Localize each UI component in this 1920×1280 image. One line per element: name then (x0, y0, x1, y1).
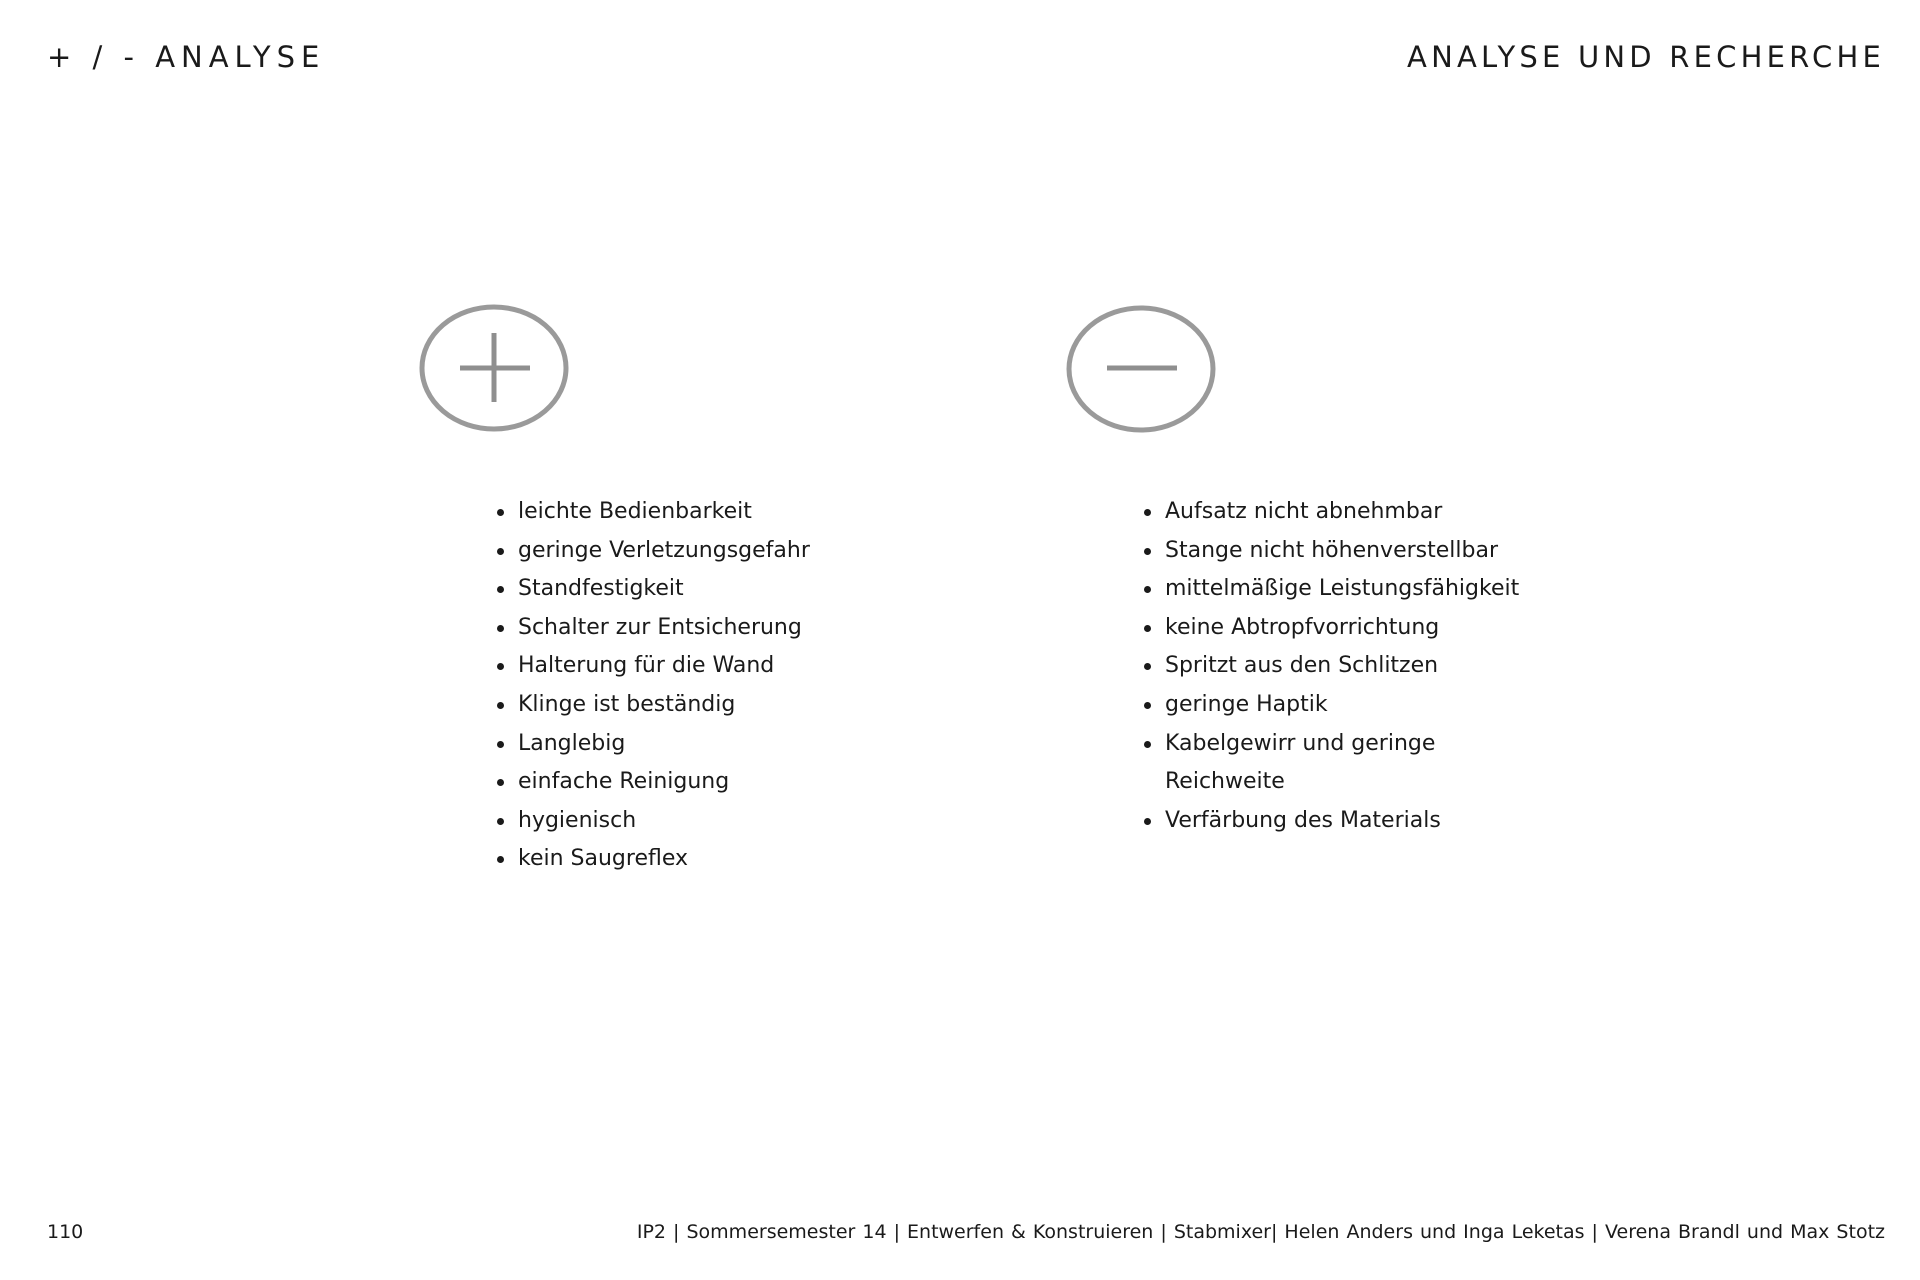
page-number: 110 (47, 1221, 84, 1243)
pros-list-item: Halterung für die Wand (497, 647, 937, 686)
cons-list-item: mittelmäßige Leistungsfähigkeit (1144, 570, 1564, 609)
minus-circle-icon (1065, 305, 1217, 437)
footer-credits: IP2 | Sommersemester 14 | Entwerfen & Konstruieren | Stabmixer| Helen Anders und Inga Leketas | Verena Brandl und Max Stotz (636, 1221, 1885, 1243)
pros-list-item: einfache Reinigung (497, 763, 937, 802)
pros-list-item: leichte Bedienbarkeit (497, 493, 937, 532)
plus-circle-icon (418, 302, 570, 434)
chapter-title: ANALYSE UND RECHERCHE (1407, 40, 1885, 74)
cons-list (1144, 493, 1564, 840)
section-title: + / - ANALYSE (47, 40, 326, 74)
pros-list-item: Langlebig (497, 725, 937, 764)
pros-list (497, 493, 937, 879)
pros-list-item: geringe Verletzungsgefahr (497, 532, 937, 571)
pros-list-item: Standfestigkeit (497, 570, 937, 609)
cons-list-item: keine Abtropfvorrichtung (1144, 609, 1564, 648)
pros-list-item: hygienisch (497, 802, 937, 841)
pros-list-item: Klinge ist beständig (497, 686, 937, 725)
pros-list-item: Schalter zur Entsicherung (497, 609, 937, 648)
cons-list-item: Spritzt aus den Schlitzen (1144, 647, 1564, 686)
cons-list-item: geringe Haptik (1144, 686, 1564, 725)
cons-list-item: Aufsatz nicht abnehmbar (1144, 493, 1564, 532)
cons-list-item: Stange nicht höhenverstellbar (1144, 532, 1564, 571)
cons-list-item: Verfärbung des Materials (1144, 802, 1564, 841)
cons-list-item: Kabelgewirr und geringe Reichweite (1144, 725, 1465, 802)
pros-list-item: kein Saugreflex (497, 840, 937, 879)
